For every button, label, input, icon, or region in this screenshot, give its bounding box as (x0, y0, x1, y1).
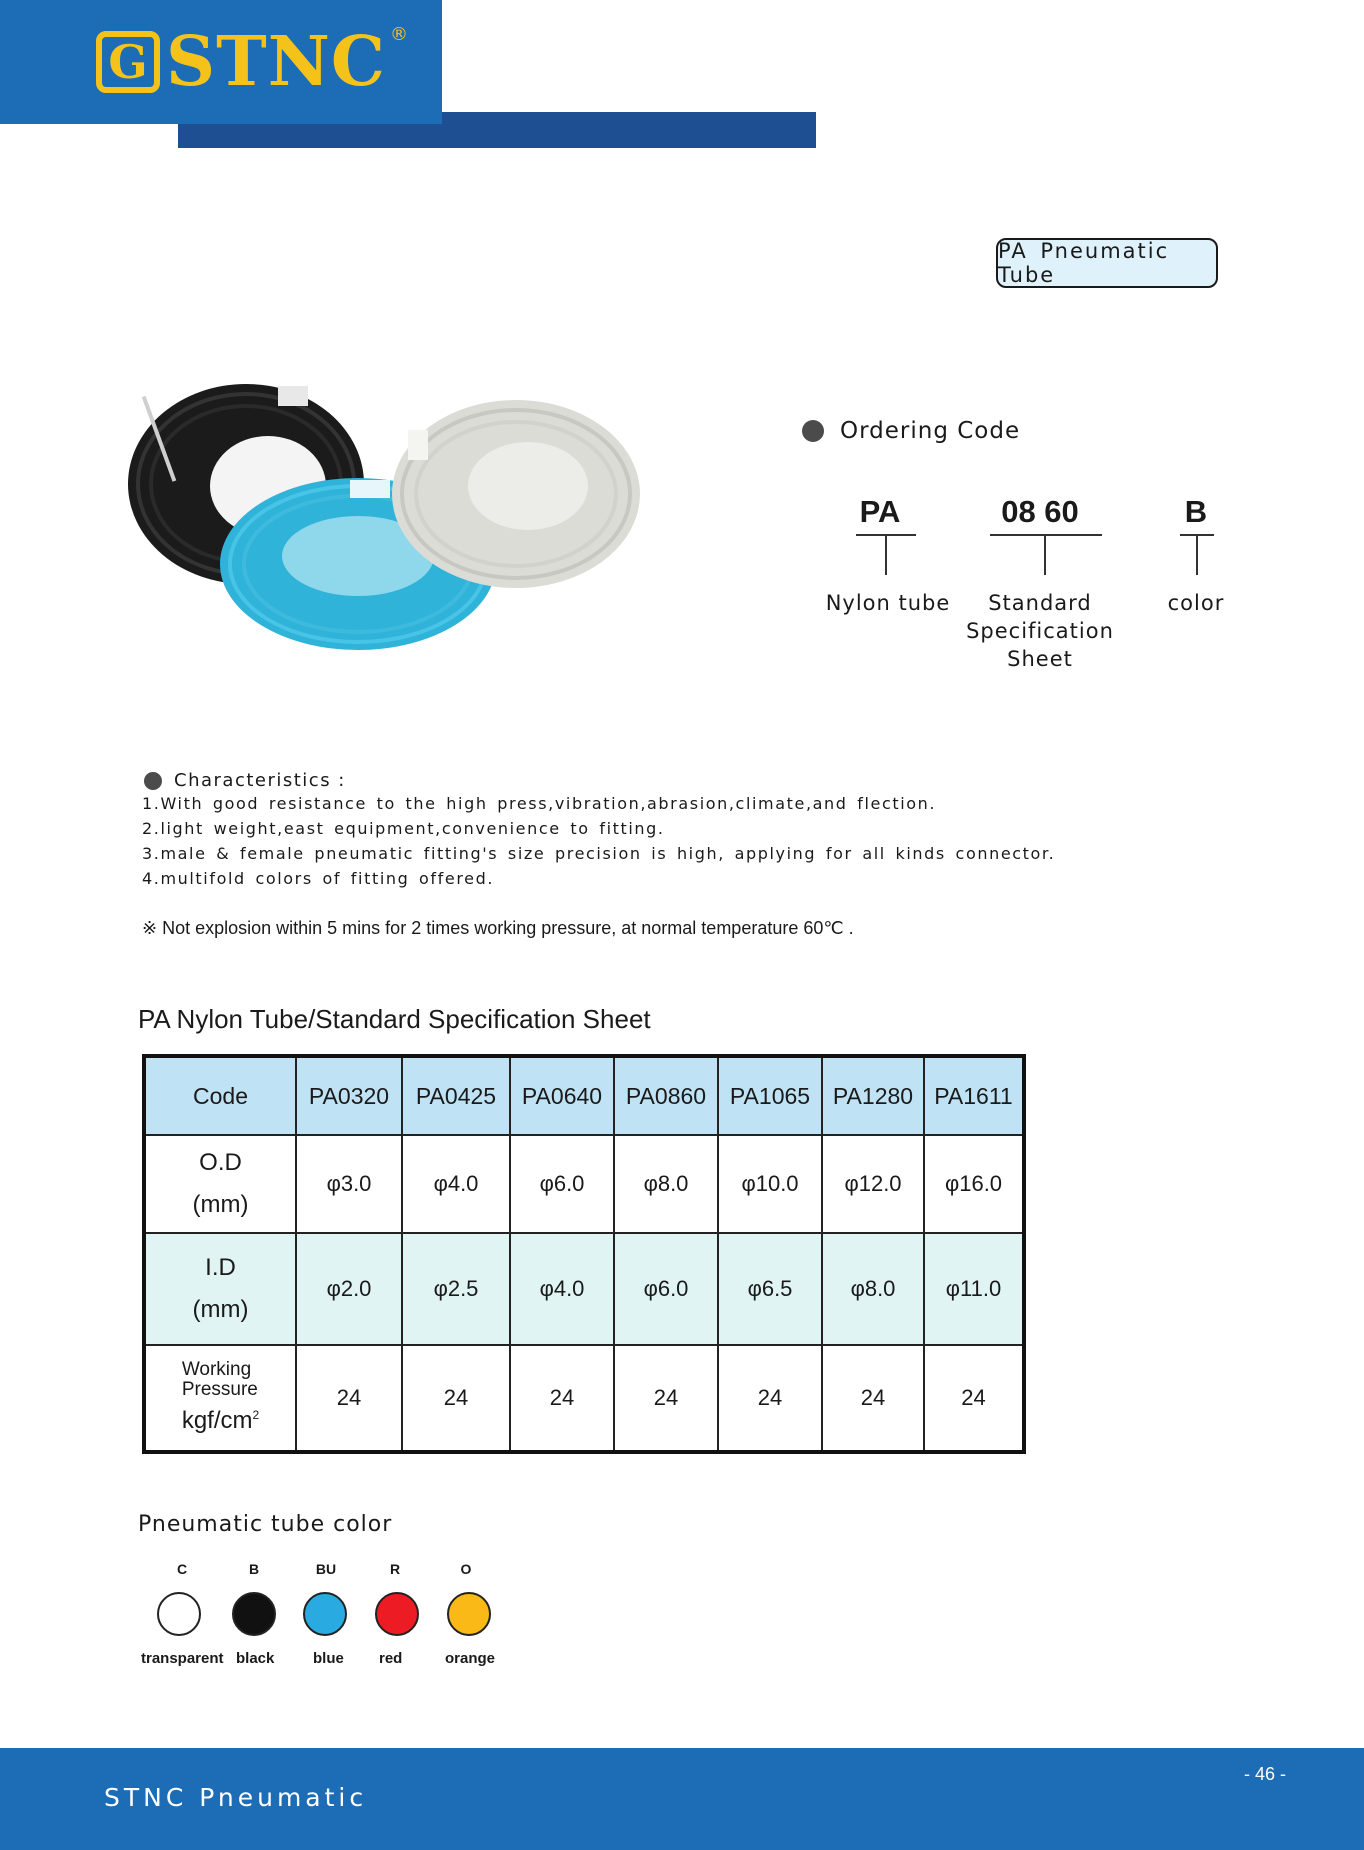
table-row-working-pressure (144, 1345, 1024, 1452)
characteristic-item: 4.multifold colors of fitting offered. (142, 869, 495, 888)
color-swatch-orange (447, 1592, 491, 1636)
code-cell: PA1065 (718, 1056, 822, 1135)
characteristics-heading (144, 770, 346, 791)
code-part-pa: PA (859, 494, 901, 529)
code-desc-line: Nylon tube (825, 591, 951, 615)
product-photo (118, 376, 648, 656)
id-cell: φ6.5 (718, 1233, 822, 1345)
id-cell: φ8.0 (822, 1233, 924, 1345)
od-cell: φ3.0 (296, 1135, 402, 1233)
wp-cell: 24 (822, 1345, 924, 1452)
table-row-code (144, 1056, 1024, 1135)
od-cell: φ8.0 (614, 1135, 718, 1233)
code-desc-nylon-tube (820, 589, 956, 617)
color-name: black (236, 1650, 275, 1667)
table-row-id (144, 1233, 1024, 1345)
id-cell: φ11.0 (924, 1233, 1024, 1345)
code-desc-color (1160, 589, 1232, 617)
od-cell: φ12.0 (822, 1135, 924, 1233)
tube-color-title: Pneumatic tube color (138, 1512, 393, 1537)
color-swatch-blue (303, 1592, 347, 1636)
product-badge: PA Pneumatic Tube (996, 238, 1218, 288)
color-swatch-black (232, 1592, 276, 1636)
id-cell: φ4.0 (510, 1233, 614, 1345)
id-label-cell (144, 1233, 296, 1345)
color-name: orange (445, 1650, 496, 1667)
wp-unit-exp: 2 (252, 1408, 260, 1422)
code-cell: PA1280 (822, 1056, 924, 1135)
wp-cell: 24 (296, 1345, 402, 1452)
od-label: O.D (199, 1149, 242, 1176)
code-desc-standard-sheet (960, 589, 1120, 673)
color-swatch-red (375, 1592, 419, 1636)
id-label: I.D (205, 1254, 236, 1281)
characteristics-title: Characteristics : (174, 770, 346, 791)
ordering-code-title: Ordering Code (840, 418, 1021, 444)
id-cell: φ6.0 (614, 1233, 718, 1345)
id-unit: (mm) (192, 1296, 249, 1323)
color-name: red (379, 1650, 403, 1667)
characteristic-item: 3.male & female pneumatic fitting's size precision is high, applying for all kinds connector. (142, 844, 1056, 863)
wp-cell: 24 (924, 1345, 1024, 1452)
code-part-color: B (1184, 494, 1208, 529)
bullet-dot-icon (802, 420, 824, 442)
code-desc-line: Standard (988, 591, 1092, 615)
od-cell: φ6.0 (510, 1135, 614, 1233)
od-label-cell (144, 1135, 296, 1233)
color-code: BU (315, 1561, 337, 1577)
wp-cell: 24 (718, 1345, 822, 1452)
wp-label-line: Pressure (181, 1379, 258, 1400)
code-connector (1196, 535, 1198, 575)
color-swatch-transparent (157, 1592, 201, 1636)
id-cell: φ2.5 (402, 1233, 510, 1345)
code-connector (1044, 535, 1046, 575)
color-name: blue (313, 1650, 344, 1667)
od-cell: φ10.0 (718, 1135, 822, 1233)
wp-unit (182, 1400, 259, 1436)
wp-label (182, 1360, 259, 1436)
brand-logo (96, 22, 408, 102)
code-cell: PA0860 (614, 1056, 718, 1135)
id-cell: φ2.0 (296, 1233, 402, 1345)
code-desc-line: Specification (966, 619, 1114, 643)
wp-cell: 24 (510, 1345, 614, 1452)
logo-text: STNC (166, 22, 386, 102)
page-number: - 46 - (1244, 1764, 1287, 1784)
code-cell: PA0320 (296, 1056, 402, 1135)
code-cell: PA0640 (510, 1056, 614, 1135)
code-cell: PA1611 (924, 1056, 1024, 1135)
wp-cell: 24 (614, 1345, 718, 1452)
spec-table (142, 1054, 1026, 1454)
spec-sheet-title: PA Nylon Tube/Standard Specification Sheet (138, 1004, 651, 1034)
wp-label-cell (144, 1345, 296, 1452)
code-cell: PA0425 (402, 1056, 510, 1135)
code-desc-line: color (1167, 591, 1225, 615)
white-tube-coil-icon (392, 400, 640, 588)
table-row-od (144, 1135, 1024, 1233)
registered-mark: ® (390, 24, 408, 45)
color-code: O (460, 1561, 472, 1577)
code-underline (990, 534, 1102, 536)
footer-brand: STNC Pneumatic (104, 1783, 368, 1812)
color-code: R (389, 1561, 401, 1577)
wp-cell: 24 (402, 1345, 510, 1452)
code-label-cell: Code (144, 1056, 296, 1135)
code-connector (885, 535, 887, 575)
logo-mark-icon: G (96, 31, 160, 93)
wp-label-line: Working (181, 1359, 252, 1380)
color-name: transparent (141, 1650, 224, 1667)
color-code: B (248, 1561, 260, 1577)
code-desc-line: Sheet (1007, 647, 1073, 671)
bullet-dot-icon (144, 772, 162, 790)
code-part-size: 08 60 (1001, 494, 1079, 529)
od-cell: φ16.0 (924, 1135, 1024, 1233)
ordering-code-heading (802, 418, 1020, 444)
od-unit: (mm) (192, 1191, 249, 1218)
characteristic-item: 1.With good resistance to the high press,vibration,abrasion,climate,and flection. (142, 794, 937, 813)
od-cell: φ4.0 (402, 1135, 510, 1233)
color-code: C (176, 1561, 188, 1577)
wp-unit-text: kgf/cm (181, 1407, 253, 1434)
pressure-note: ※ Not explosion within 5 mins for 2 times working pressure, at normal temperature 60℃ . (142, 918, 854, 938)
characteristic-item: 2.light weight,east equipment,convenience to fitting. (142, 819, 665, 838)
